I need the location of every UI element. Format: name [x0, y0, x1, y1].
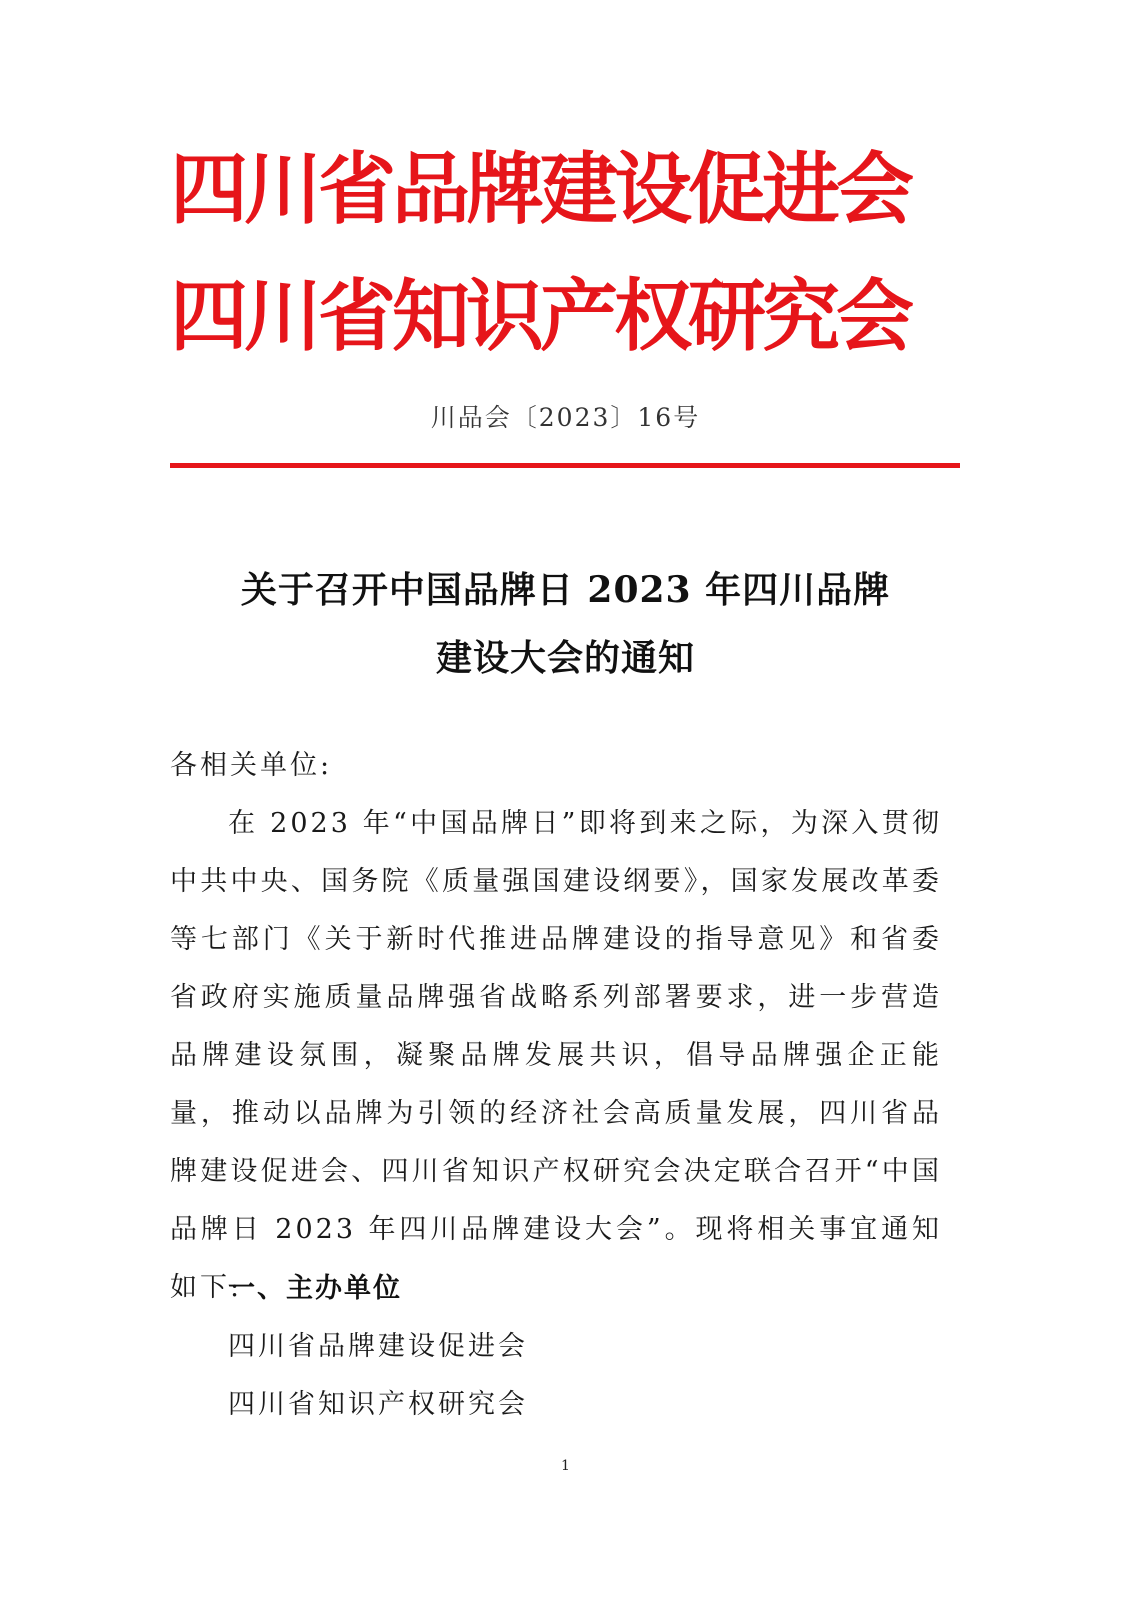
salutation: 各相关单位:: [170, 750, 333, 781]
page-number: 1: [561, 1458, 570, 1474]
section-heading-organizers: 一、主办单位: [228, 1273, 402, 1304]
red-divider-line: [170, 463, 960, 468]
issuing-org-name-1: 四川省品牌建设促进会: [170, 145, 911, 235]
issuing-org-name-2: 四川省知识产权研究会: [170, 272, 911, 362]
document-number: 川品会〔2023〕16号: [430, 403, 701, 432]
organizer-item: 四川省知识产权研究会: [228, 1389, 528, 1420]
body-paragraph: 在 2023 年“中国品牌日”即将到来之际，为深入贯彻中共中央、国务院《质量强国建设纲要》，国家发展改革委等七部门《关于新时代推进品牌建设的指导意见》和省委省政府实施质量品牌强省战略系列部署要求，进一步营造品牌建设氛围，凝聚品牌发展共识，倡导品牌强企正能量，推动以品牌为引领的经济社会高质量发展，四川省品牌建设促进会、四川省知识产权研究会决定联合召开“中国品牌日 2023 年四川品牌建设大会”。现将相关事宜通知如下:: [170, 808, 942, 1303]
notice-title-line-2: 建设大会的通知: [435, 637, 695, 679]
notice-title-line-1: 关于召开中国品牌日 2023 年四川品牌: [240, 569, 891, 611]
organizer-item: 四川省品牌建设促进会: [228, 1331, 528, 1362]
